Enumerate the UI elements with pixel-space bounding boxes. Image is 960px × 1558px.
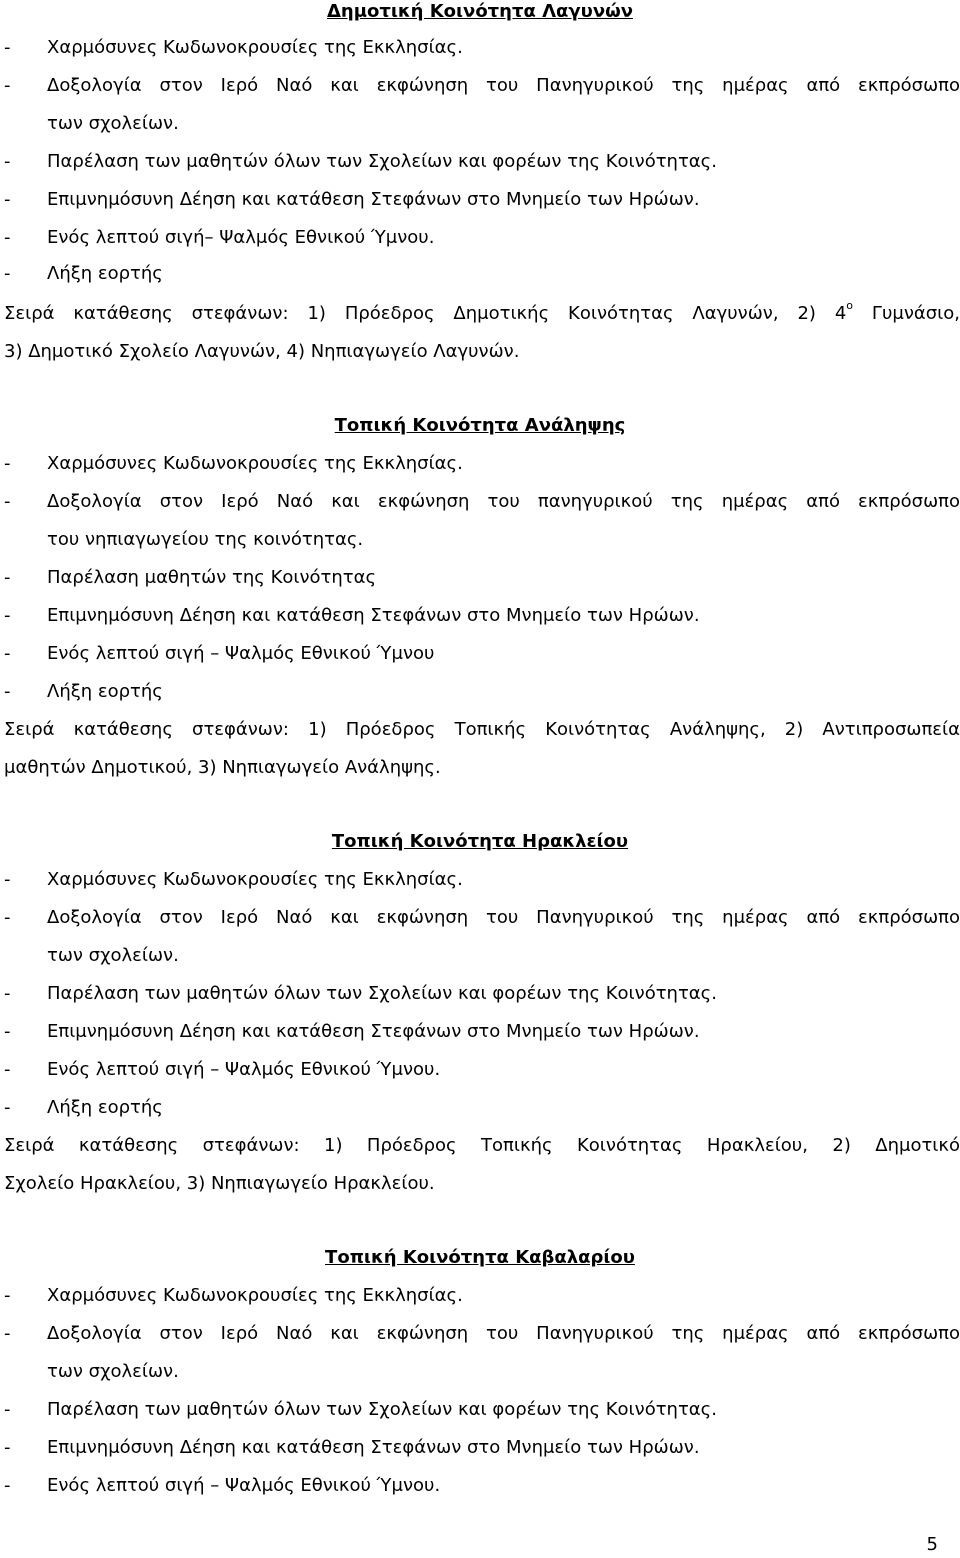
list-item xyxy=(0,1020,960,1058)
list-item xyxy=(0,906,960,944)
page-number: 5 xyxy=(926,1534,938,1555)
list-item xyxy=(0,262,960,300)
list-item-continuation: των σχολείων. xyxy=(47,113,179,134)
list-item xyxy=(0,490,960,528)
list-item xyxy=(0,566,960,604)
bullet-dash: - xyxy=(4,869,11,890)
list-item xyxy=(0,74,960,112)
list-item xyxy=(0,982,960,1020)
bullet-dash: - xyxy=(4,567,11,588)
list-item-text: Δοξολογία στον Ιερό Ναό και εκφώνηση του Πανηγυρικού της ημέρας από εκπρόσωπο xyxy=(47,75,960,96)
list-item-text: Δοξολογία στον Ιερό Ναό και εκφώνηση του Πανηγυρικού της ημέρας από εκπρόσωπο xyxy=(47,1323,960,1344)
bullet-dash: - xyxy=(4,151,11,172)
bullet-dash: - xyxy=(4,263,11,284)
list-item-text: Επιμνημόσυνη Δέηση και κατάθεση Στεφάνων στο Μνημείο των Ηρώων. xyxy=(47,1021,700,1042)
list-item-text: Δοξολογία στον Ιερό Ναό και εκφώνηση του Πανηγυρικού της ημέρας από εκπρόσωπο xyxy=(47,907,960,928)
list-item xyxy=(0,150,960,188)
bullet-dash: - xyxy=(4,605,11,626)
wreath-order-text: Σειρά κατάθεσης στεφάνων: 1) Πρόεδρος Δημοτικής Κοινότητας Λαγυνών, 2) 4 xyxy=(4,303,847,324)
list-item xyxy=(0,1058,960,1096)
bullet-dash: - xyxy=(4,189,11,210)
wreath-order-paragraph xyxy=(4,299,960,326)
list-item xyxy=(0,680,960,718)
list-item xyxy=(0,868,960,906)
list-item-continuation: των σχολείων. xyxy=(47,945,179,966)
bullet-dash: - xyxy=(4,643,11,664)
bullet-dash: - xyxy=(4,37,11,58)
bullet-dash: - xyxy=(4,1399,11,1420)
list-item-text: Παρέλαση των μαθητών όλων των Σχολείων και φορέων της Κοινότητας. xyxy=(47,1399,717,1420)
list-item-text: Ενός λεπτού σιγή– Ψαλμός Εθνικού Ύμνου. xyxy=(47,227,435,248)
list-item xyxy=(0,1398,960,1436)
section-heading-kavalariou: Τοπική Κοινότητα Καβαλαρίου xyxy=(325,1247,635,1268)
list-item xyxy=(0,36,960,74)
bullet-dash: - xyxy=(4,453,11,474)
section-heading-analipsis: Τοπική Κοινότητα Ανάληψης xyxy=(334,415,626,436)
list-item-text: Χαρμόσυνες Κωδωνοκρουσίες της Εκκλησίας. xyxy=(47,869,463,890)
list-item xyxy=(0,1436,960,1474)
list-item xyxy=(0,226,960,264)
list-item-text: Λήξη εορτής xyxy=(47,1097,163,1118)
list-item xyxy=(0,1322,960,1360)
list-item xyxy=(0,1284,960,1322)
list-item-text: Ενός λεπτού σιγή – Ψαλμός Εθνικού Ύμνου xyxy=(47,643,435,664)
list-item-text: Παρέλαση των μαθητών όλων των Σχολείων και φορέων της Κοινότητας. xyxy=(47,151,717,172)
list-item-text: Παρέλαση των μαθητών όλων των Σχολείων και φορέων της Κοινότητας. xyxy=(47,983,717,1004)
list-item-text: Χαρμόσυνες Κωδωνοκρουσίες της Εκκλησίας. xyxy=(47,453,463,474)
list-item xyxy=(0,188,960,226)
bullet-dash: - xyxy=(4,1285,11,1306)
bullet-dash: - xyxy=(4,1021,11,1042)
list-item-continuation: των σχολείων. xyxy=(47,1361,179,1382)
list-item-text: Ενός λεπτού σιγή – Ψαλμός Εθνικού Ύμνου. xyxy=(47,1475,441,1496)
bullet-dash: - xyxy=(4,983,11,1004)
wreath-order-text: Γυμνάσιο, xyxy=(853,303,960,324)
list-item-text: Ενός λεπτού σιγή – Ψαλμός Εθνικού Ύμνου. xyxy=(47,1059,441,1080)
bullet-dash: - xyxy=(4,1097,11,1118)
wreath-order-paragraph: Σειρά κατάθεσης στεφάνων: 1) Πρόεδρος Τοπικής Κοινότητας Ανάληψης, 2) Αντιπροσωπεία xyxy=(4,719,960,740)
list-item-text: Λήξη εορτής xyxy=(47,263,163,284)
wreath-order-paragraph-continuation: 3) Δημοτικό Σχολείο Λαγυνών, 4) Νηπιαγωγείο Λαγυνών. xyxy=(4,341,520,362)
bullet-dash: - xyxy=(4,1437,11,1458)
list-item-text: Παρέλαση μαθητών της Κοινότητας xyxy=(47,567,377,588)
section-heading-lagynon: Δημοτική Κοινότητα Λαγυνών xyxy=(327,1,633,22)
ordinal-superscript: ο xyxy=(846,299,854,312)
section-heading-irakleiou: Τοπική Κοινότητα Ηρακλείου xyxy=(331,831,629,852)
bullet-dash: - xyxy=(4,681,11,702)
list-item xyxy=(0,452,960,490)
bullet-dash: - xyxy=(4,1059,11,1080)
wreath-order-paragraph-continuation: μαθητών Δημοτικού, 3) Νηπιαγωγείο Ανάληψης. xyxy=(4,757,441,778)
list-item xyxy=(0,1474,960,1512)
list-item-text: Λήξη εορτής xyxy=(47,681,163,702)
list-item-continuation: του νηπιαγωγείου της κοινότητας. xyxy=(47,529,364,550)
bullet-dash: - xyxy=(4,491,11,512)
wreath-order-paragraph: Σειρά κατάθεσης στεφάνων: 1) Πρόεδρος Τοπικής Κοινότητας Ηρακλείου, 2) Δημοτικό xyxy=(4,1135,960,1156)
list-item-text: Χαρμόσυνες Κωδωνοκρουσίες της Εκκλησίας. xyxy=(47,1285,463,1306)
list-item-text: Επιμνημόσυνη Δέηση και κατάθεση Στεφάνων στο Μνημείο των Ηρώων. xyxy=(47,1437,700,1458)
list-item-text: Δοξολογία στον Ιερό Ναό και εκφώνηση του πανηγυρικού της ημέρας από εκπρόσωπο xyxy=(47,491,960,512)
list-item-text: Επιμνημόσυνη Δέηση και κατάθεση Στεφάνων στο Μνημείο των Ηρώων. xyxy=(47,605,700,626)
list-item xyxy=(0,642,960,680)
bullet-dash: - xyxy=(4,1323,11,1344)
list-item xyxy=(0,1096,960,1134)
bullet-dash: - xyxy=(4,1475,11,1496)
list-item-text: Χαρμόσυνες Κωδωνοκρουσίες της Εκκλησίας. xyxy=(47,37,463,58)
bullet-dash: - xyxy=(4,227,11,248)
list-item-text: Επιμνημόσυνη Δέηση και κατάθεση Στεφάνων στο Μνημείο των Ηρώων. xyxy=(47,189,700,210)
bullet-dash: - xyxy=(4,75,11,96)
list-item xyxy=(0,604,960,642)
wreath-order-paragraph-continuation: Σχολείο Ηρακλείου, 3) Νηπιαγωγείο Ηρακλείου. xyxy=(4,1173,435,1194)
bullet-dash: - xyxy=(4,907,11,928)
